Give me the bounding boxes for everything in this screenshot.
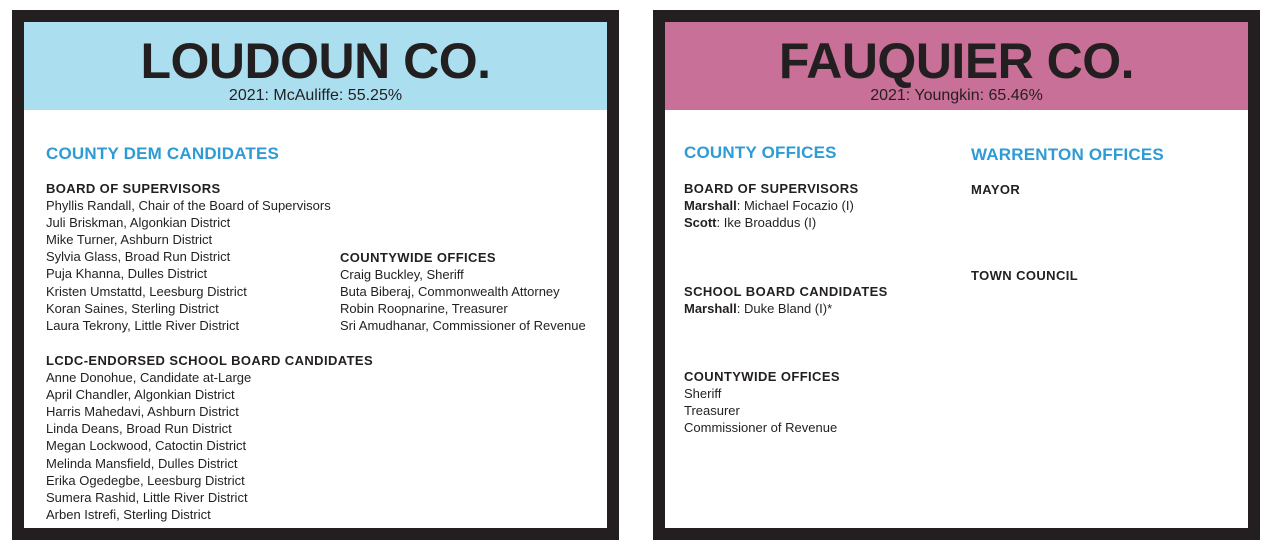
list-item: Sumera Rashid, Little River District bbox=[46, 489, 248, 505]
fauquier-countywide-heading: COUNTYWIDE OFFICES bbox=[684, 369, 840, 384]
loudoun-subtitle: 2021: McAuliffe: 55.25% bbox=[228, 87, 403, 104]
list-item: Anne Donohue, Candidate at-Large bbox=[46, 370, 252, 386]
list-item: Sri Amudhanar, Commissioner of Revenue bbox=[340, 318, 586, 334]
loudoun-supervisors-heading: BOARD OF SUPERVISORS bbox=[46, 181, 221, 196]
fauquier-town-council-heading: TOWN COUNCIL bbox=[971, 268, 1079, 283]
list-item: Sheriff bbox=[684, 386, 722, 402]
list-item: Buta Biberaj, Commonwealth Attorney bbox=[340, 284, 560, 300]
district-name: Marshall bbox=[684, 198, 737, 214]
loudoun-countywide-block bbox=[340, 249, 586, 334]
fauquier-warrenton-section-title: WARRENTON OFFICES bbox=[971, 145, 1164, 164]
list-item bbox=[684, 197, 859, 214]
list-item: Megan Lockwood, Catoctin District bbox=[46, 438, 247, 454]
fauquier-county-section-title: COUNTY OFFICES bbox=[684, 143, 837, 162]
fauquier-mayor-heading: MAYOR bbox=[971, 182, 1021, 197]
fauquier-card bbox=[653, 10, 1260, 540]
loudoun-header bbox=[24, 22, 607, 110]
loudoun-title: LOUDOUN CO. bbox=[140, 33, 491, 89]
candidate-name: : Ike Broaddus (I) bbox=[716, 215, 817, 231]
loudoun-countywide-heading: COUNTYWIDE OFFICES bbox=[340, 250, 496, 265]
list-item: Puja Khanna, Dulles District bbox=[46, 266, 208, 282]
fauquier-school-board-block bbox=[684, 283, 888, 317]
list-item: Koran Saines, Sterling District bbox=[46, 300, 219, 316]
fauquier-school-board-heading: SCHOOL BOARD CANDIDATES bbox=[684, 284, 888, 299]
fauquier-mayor-block bbox=[971, 181, 1020, 198]
list-item: Treasurer bbox=[684, 403, 740, 419]
list-item: Linda Deans, Broad Run District bbox=[46, 421, 232, 437]
loudoun-section-title: COUNTY DEM CANDIDATES bbox=[46, 144, 280, 163]
candidate-name: : Duke Bland (I)* bbox=[736, 301, 833, 317]
candidate-name: : Michael Focazio (I) bbox=[736, 198, 854, 214]
fauquier-town-council-block bbox=[971, 267, 1078, 284]
fauquier-subtitle: 2021: Youngkin: 65.46% bbox=[870, 87, 1043, 104]
list-item: Harris Mahedavi, Ashburn District bbox=[46, 404, 239, 420]
list-item: Phyllis Randall, Chair of the Board of Supervisors bbox=[46, 198, 331, 214]
list-item: Robin Roopnarine, Treasurer bbox=[340, 301, 508, 317]
fauquier-card-body bbox=[665, 22, 1248, 528]
loudoun-card bbox=[12, 10, 619, 540]
loudoun-school-board-heading: LCDC-ENDORSED SCHOOL BOARD CANDIDATES bbox=[46, 353, 374, 368]
list-item: Melinda Mansfield, Dulles District bbox=[46, 455, 238, 471]
list-item: Kristen Umstattd, Leesburg District bbox=[46, 283, 247, 299]
list-item: Arben Istrefi, Sterling District bbox=[46, 506, 211, 522]
list-item bbox=[684, 300, 888, 317]
list-item: Craig Buckley, Sheriff bbox=[340, 267, 464, 283]
fauquier-countywide-block bbox=[684, 368, 840, 436]
list-item: Erika Ogedegbe, Leesburg District bbox=[46, 472, 245, 488]
loudoun-card-body bbox=[24, 22, 607, 528]
fauquier-supervisors-block bbox=[684, 180, 859, 231]
list-item: Mike Turner, Ashburn District bbox=[46, 232, 213, 248]
district-name: Marshall bbox=[684, 301, 737, 317]
list-item bbox=[684, 214, 859, 231]
list-item: Commissioner of Revenue bbox=[684, 420, 838, 436]
list-item: Laura Tekrony, Little River District bbox=[46, 317, 240, 333]
fauquier-header bbox=[665, 22, 1248, 110]
loudoun-supervisors-block bbox=[46, 180, 331, 334]
fauquier-title: FAUQUIER CO. bbox=[778, 33, 1135, 89]
list-item: Juli Briskman, Algonkian District bbox=[46, 215, 231, 231]
list-item: April Chandler, Algonkian District bbox=[46, 387, 235, 403]
fauquier-supervisors-heading: BOARD OF SUPERVISORS bbox=[684, 181, 859, 196]
list-item: Sylvia Glass, Broad Run District bbox=[46, 249, 231, 265]
district-name: Scott bbox=[684, 215, 717, 231]
loudoun-school-board-block bbox=[46, 352, 373, 523]
